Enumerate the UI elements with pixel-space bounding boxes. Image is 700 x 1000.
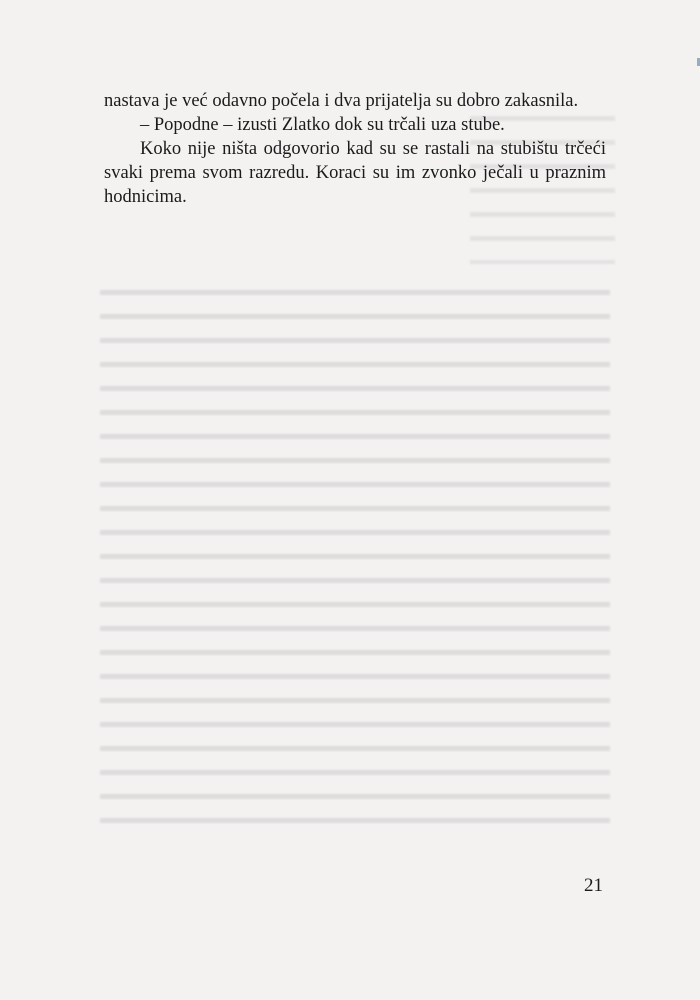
paragraph-narration: Koko nije ništa odgovorio kad su se rastali na stubištu trčeći svaki prema svom razredu. Koraci su im zvonko ječali u praznim hodnicima.	[104, 139, 606, 207]
bleed-through-texture	[100, 278, 610, 838]
body-text	[104, 89, 606, 209]
page-number: 21	[584, 875, 603, 896]
paragraph-continuation: nastava je već odavno počela i dva prijatelja su dobro zakasnila.	[104, 91, 579, 111]
paragraph-dialogue: – Popodne – izusti Zlatko dok su trčali uza stube.	[140, 115, 505, 135]
